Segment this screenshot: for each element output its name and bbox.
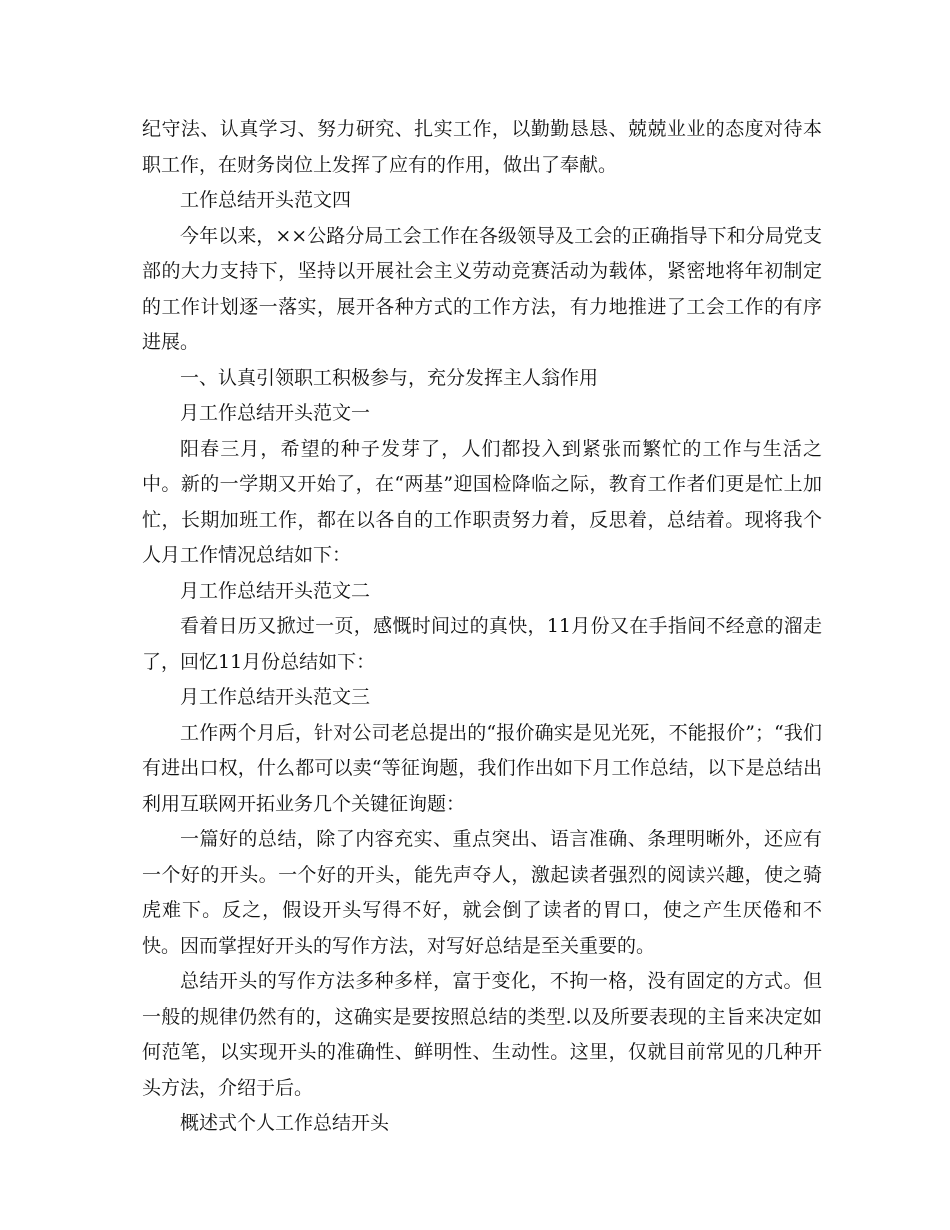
section-heading: 月工作总结开头范文二 — [180, 579, 371, 602]
section-heading: 一、认真引领职工积极参与，充分发挥主人翁作用 — [180, 366, 599, 389]
document-body — [142, 112, 822, 1142]
paragraph: 工作两个月后，针对公司老总提出的“报价确实是见光死，不能报价”；“我们有进出口权，什么都可以卖“等征询题，我们作出如下月工作总结，以下是总结出利用互联网开拓业务几个关键征询题： — [142, 721, 822, 815]
paragraph: 一篇好的总结，除了内容充实、重点突出、语言准确、条理明晰外，还应有一个好的开头。一个好的开头，能先声夺人，激起读者强烈的阅读兴趣，使之骑虎难下。反之，假设开头写得不好，就会倒了读者的胃口，使之产生厌倦和不快。因而掌捏好开头的写作方法，对写好总结是至关重要的。 — [142, 828, 822, 957]
section-heading: 月工作总结开头范文三 — [180, 686, 371, 708]
section-heading: 工作总结开头范文四 — [180, 189, 352, 211]
paragraph: 今年以来，××公路分局工会工作在各级领导及工会的正确指导下和分局党支部的大力支持下，坚持以开展社会主义劳动竞赛活动为载体，紧密地将年初制定的工作计划逐一落实，展开各种方式的工作方法，有力地推进了工会工作的有序进展。 — [142, 224, 822, 353]
paragraph: 看着日历又掀过一页，感慨时间过的真快，11月份又在手指间不经意的溜走了，回忆11月份总结如下： — [142, 615, 822, 673]
section-heading: 概述式个人工作总结开头 — [180, 1112, 390, 1134]
paragraph-continuation: 纪守法、认真学习、努力研究、扎实工作，以勤勤恳恳、兢兢业业的态度对待本职工作，在财务岗位上发挥了应有的作用，做出了奉献。 — [142, 118, 822, 176]
section-heading: 月工作总结开头范文一 — [180, 402, 371, 424]
paragraph: 总结开头的写作方法多种多样，富于变化，不拘一格，没有固定的方式。但一般的规律仍然有的，这确实是要按照总结的类型.以及所要表现的主旨来决定如何范笔，以实现开头的准确性、鲜明性、生动性。这里，仅就目前常见的几种开头方法，介绍于后。 — [142, 970, 822, 1099]
paragraph: 阳春三月，希望的种子发芽了，人们都投入到紧张而繁忙的工作与生活之中。新的一学期又开始了，在“两基”迎国检降临之际，教育工作者们更是忙上加忙，长期加班工作，都在以各自的工作职责努力着，反思着，总结着。现将我个人月工作情况总结如下： — [142, 437, 822, 566]
